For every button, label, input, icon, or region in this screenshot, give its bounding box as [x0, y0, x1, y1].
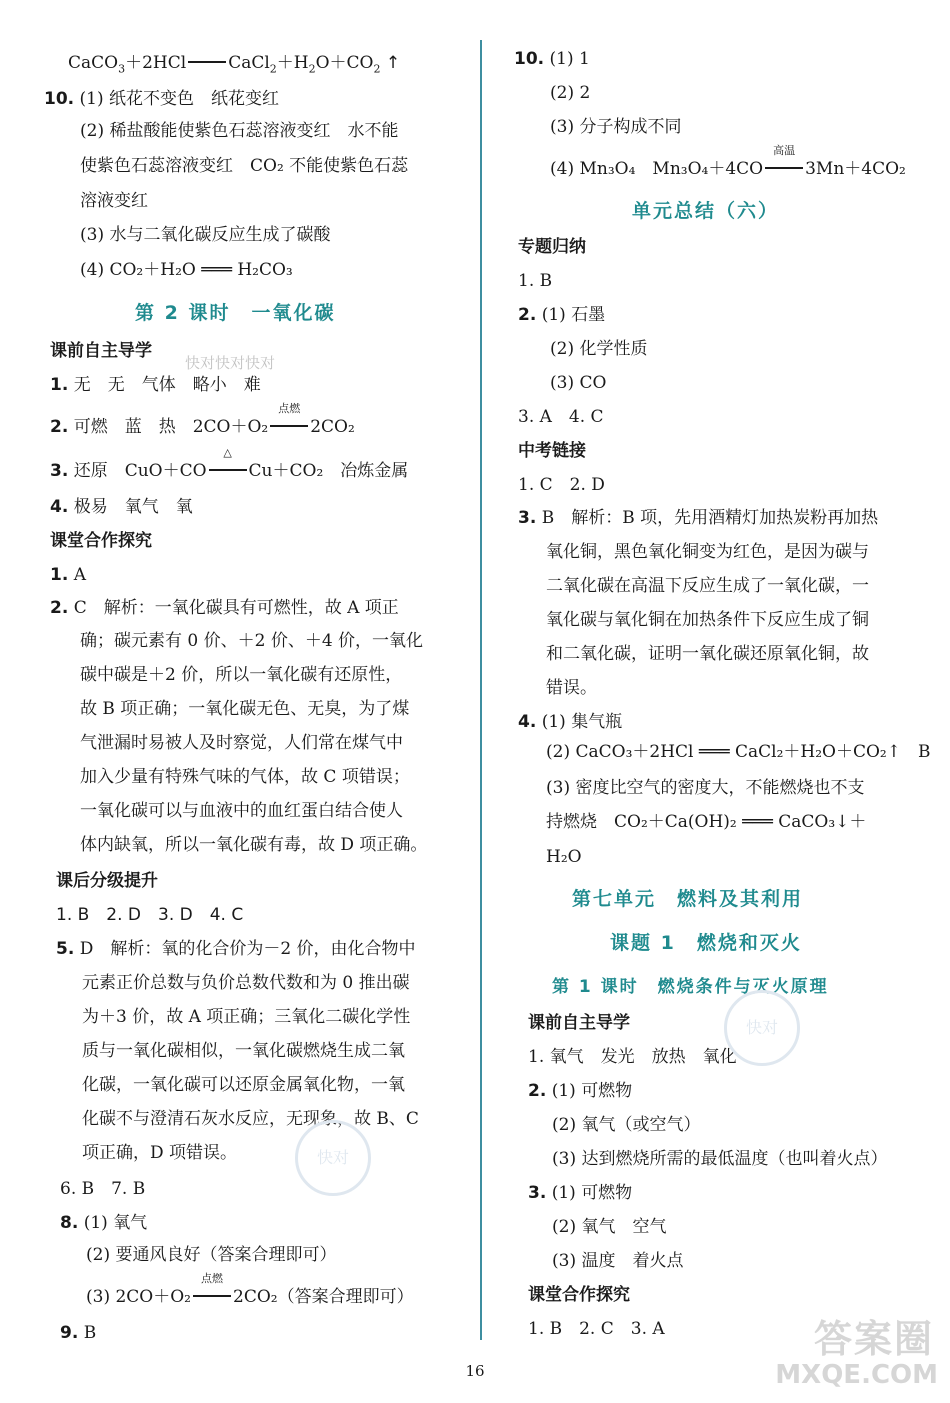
answer-text: A — [73, 565, 86, 585]
answer-text: B — [83, 1323, 97, 1343]
question-number: 2. — [528, 1081, 547, 1101]
answer-text: 使紫色石蕊溶液变红 CO₂ 不能使紫色石蕊 — [80, 156, 409, 176]
answer-text: 无 无 气体 略小 难 — [73, 375, 261, 395]
question-number: 3. — [518, 508, 537, 528]
section-heading: 课后分级提升 — [56, 871, 158, 891]
answer-text: 还原 CuO＋CO — [73, 461, 207, 481]
reaction-condition: 点燃 — [278, 402, 301, 415]
list-item: 1. B 2. C 3. A — [528, 1319, 665, 1339]
question-number: 10. — [514, 49, 545, 69]
question-number: 10. — [44, 89, 75, 109]
explanation-text: 氧化铜，黑色氧化铜变为红色，是因为碳与 — [546, 542, 869, 562]
watermark-overlay-text: 快对快对快对 — [185, 354, 276, 372]
list-item — [60, 1212, 147, 1234]
list-item — [50, 374, 261, 396]
list-item: 1. B — [518, 271, 553, 291]
section-heading: 课堂合作探究 — [528, 1285, 630, 1305]
explanation-text: D 解析：氧的化合价为－2 价，由化合物中 — [79, 939, 416, 959]
explanation-text: 和二氧化碳，证明一氧化碳还原氧化铜，故 — [546, 644, 869, 664]
list-item — [514, 48, 590, 70]
question-number: 5. — [56, 939, 75, 959]
answer-text: H₂O — [546, 847, 582, 867]
answer-text: (2) 要通风良好（答案合理即可） — [86, 1245, 337, 1265]
watermark-stamp: 快对 — [724, 990, 800, 1066]
question-number: 8. — [60, 1213, 79, 1233]
answer-text: (3) CO — [550, 373, 607, 393]
section-heading: 课前自主导学 — [528, 1013, 630, 1033]
question-number: 1. — [50, 375, 69, 395]
page-number: 16 — [465, 1362, 485, 1380]
lesson-title: 第 1 课时 燃烧条件与灭火原理 — [552, 977, 829, 997]
answer-text: (1) 集气瓶 — [541, 712, 623, 732]
explanation-text: 为＋3 价，故 A 项正确；三氧化二碳化学性 — [82, 1007, 411, 1027]
list-item — [50, 496, 193, 518]
explanation-text: B 解析：B 项，先用酒精灯加热炭粉再加热 — [541, 508, 879, 528]
explanation-text: 化碳不与澄清石灰水反应，无现象，故 B、C — [82, 1109, 419, 1129]
answer-text: (3) 2CO＋O₂ — [86, 1287, 191, 1307]
list-item: 6. B 7. B — [60, 1179, 146, 1199]
list-item: 3. A 4. C — [518, 407, 604, 427]
list-item — [50, 597, 399, 619]
list-item — [528, 1182, 632, 1204]
answer-text: (2) 稀盐酸能使紫色石蕊溶液变红 水不能 — [80, 121, 399, 141]
answer-text: (4) Mn₃O₄ Mn₃O₄＋4CO — [550, 159, 764, 179]
reaction-condition: 点燃 — [201, 1272, 223, 1285]
answer-text: (3) 分子构成不同 — [550, 117, 682, 137]
answer-text: 溶液变红 — [80, 191, 148, 211]
explanation-text: 氧化碳与氧化铜在加热条件下反应生成了铜 — [546, 610, 869, 630]
answer-text: (1) 可燃物 — [551, 1081, 633, 1101]
question-number: 2. — [50, 598, 69, 618]
equation-line: CaCO$_3$＋2HCl $CaCl_2+H_2O+CO_2$ ↑ — [68, 53, 401, 76]
explanation-text: 错误。 — [546, 678, 597, 698]
list-item — [56, 938, 416, 960]
explanation-text: 一氧化碳可以与血液中的血红蛋白结合使人 — [80, 801, 403, 821]
answer-text: (2) 2 — [550, 83, 591, 103]
answer-text: (1) 可燃物 — [551, 1183, 633, 1203]
question-number: 3. — [528, 1183, 547, 1203]
answer-text: (1) 氧气 — [83, 1213, 148, 1233]
answer-text — [550, 144, 906, 180]
list-item — [60, 1322, 96, 1344]
column-divider — [480, 40, 482, 1340]
list-item — [50, 564, 86, 586]
question-number: 3. — [50, 461, 69, 481]
question-number: 9. — [60, 1323, 79, 1343]
section-heading: 课前自主导学 — [50, 341, 152, 361]
answer-text: 2CO₂（答案合理即可） — [233, 1287, 414, 1307]
answer-text: 3Mn＋4CO₂ — [805, 159, 906, 179]
answer-text: (1) 1 — [549, 49, 590, 69]
explanation-text: 气泄漏时易被人及时察觉，人们常在煤气中 — [80, 733, 403, 753]
answer-text: Cu＋CO₂ 冶炼金属 — [248, 461, 409, 481]
explanation-text: 质与一氧化碳相似，一氧化碳燃烧生成二氧 — [82, 1041, 405, 1061]
watermark-url: MXQE.COM — [775, 1360, 938, 1390]
question-number: 4. — [50, 497, 69, 517]
answer-text: (3) 温度 着火点 — [552, 1251, 684, 1271]
watermark-logo-text: 答案圈 — [813, 1317, 934, 1361]
section-heading: 课堂合作探究 — [50, 531, 152, 551]
answer-text: (2) CaCO₃＋2HCl ═══ CaCl₂＋H₂O＋CO₂↑ B — [546, 742, 931, 762]
question-number: 1. — [50, 565, 69, 585]
q10-answer-1 — [44, 88, 279, 110]
explanation-text: 加入少量有特殊气味的气体，故 C 项错误； — [80, 767, 410, 787]
list-item — [50, 446, 409, 482]
answer-text: (2) 氧气（或空气） — [552, 1115, 701, 1135]
question-number: 4. — [518, 712, 537, 732]
section-heading: 中考链接 — [518, 441, 586, 461]
explanation-text: 碳中碳是＋2 价，所以一氧化碳有还原性， — [80, 665, 403, 685]
explanation-text: 体内缺氧，所以一氧化碳有毒，故 D 项正确。 — [80, 835, 428, 855]
unit-title: 第七单元 燃料及其利用 — [572, 888, 804, 910]
explanation-text: 化碳，一氧化碳可以还原金属氧化物，一氧 — [82, 1075, 405, 1095]
answer-text: (3) 达到燃烧所需的最低温度（也叫着火点） — [552, 1149, 888, 1169]
section-heading: 专题归纳 — [518, 237, 586, 257]
unit-summary-title: 单元总结（六） — [632, 200, 780, 222]
reaction-condition: △ — [223, 446, 232, 459]
explanation-text: C 解析：一氧化碳具有可燃性，故 A 项正 — [73, 598, 399, 618]
list-item: 1. 氧气 发光 放热 氧化 — [528, 1047, 737, 1067]
reaction-condition: 高温 — [773, 144, 796, 157]
list-item: 1. B 2. D 3. D 4. C — [56, 905, 244, 925]
answer-text: (4) CO₂＋H₂O ═══ H₂CO₃ — [80, 260, 293, 280]
answer-text: (2) 化学性质 — [550, 339, 648, 359]
topic-title: 课题 1 燃烧和灭火 — [610, 932, 802, 954]
explanation-text: 二氧化碳在高温下反应生成了一氧化碳，一 — [546, 576, 869, 596]
answer-text — [86, 1272, 414, 1308]
answer-text: 持燃烧 CO₂＋Ca(OH)₂ ═══ CaCO₃↓＋ — [546, 812, 867, 832]
answer-text: 可燃 蓝 热 2CO＋O₂ — [73, 417, 269, 437]
answer-text: 极易 氧气 氧 — [73, 497, 193, 517]
answer-text: (2) 氧气 空气 — [552, 1217, 667, 1237]
list-item — [528, 1080, 632, 1102]
watermark-stamp: 快对 — [295, 1120, 371, 1196]
answer-text: (1) 纸花不变色 纸花变红 — [79, 89, 280, 109]
answer-text: (3) 水与二氧化碳反应生成了碳酸 — [80, 225, 331, 245]
lesson-title: 第 2 课时 一氧化碳 — [135, 302, 336, 324]
list-item — [518, 711, 622, 733]
answer-text: 2CO₂ — [310, 417, 355, 437]
explanation-text: 元素正价总数与负价总数代数和为 0 推出碳 — [82, 973, 410, 993]
answer-text: (1) 石墨 — [541, 305, 606, 325]
explanation-text: 确；碳元素有 0 价、＋2 价、＋4 价，一氧化 — [80, 631, 424, 651]
question-number: 2. — [518, 305, 537, 325]
list-item: 1. C 2. D — [518, 475, 605, 495]
question-number: 2. — [50, 417, 69, 437]
answer-text: (3) 密度比空气的密度大，不能燃烧也不支 — [546, 778, 865, 798]
list-item — [518, 507, 878, 529]
explanation-text: 项正确，D 项错误。 — [82, 1143, 238, 1163]
explanation-text: 故 B 项正确；一氧化碳无色、无臭，为了煤 — [80, 699, 410, 719]
list-item — [50, 402, 355, 438]
site-watermark — [744, 1300, 944, 1400]
list-item — [518, 304, 605, 326]
